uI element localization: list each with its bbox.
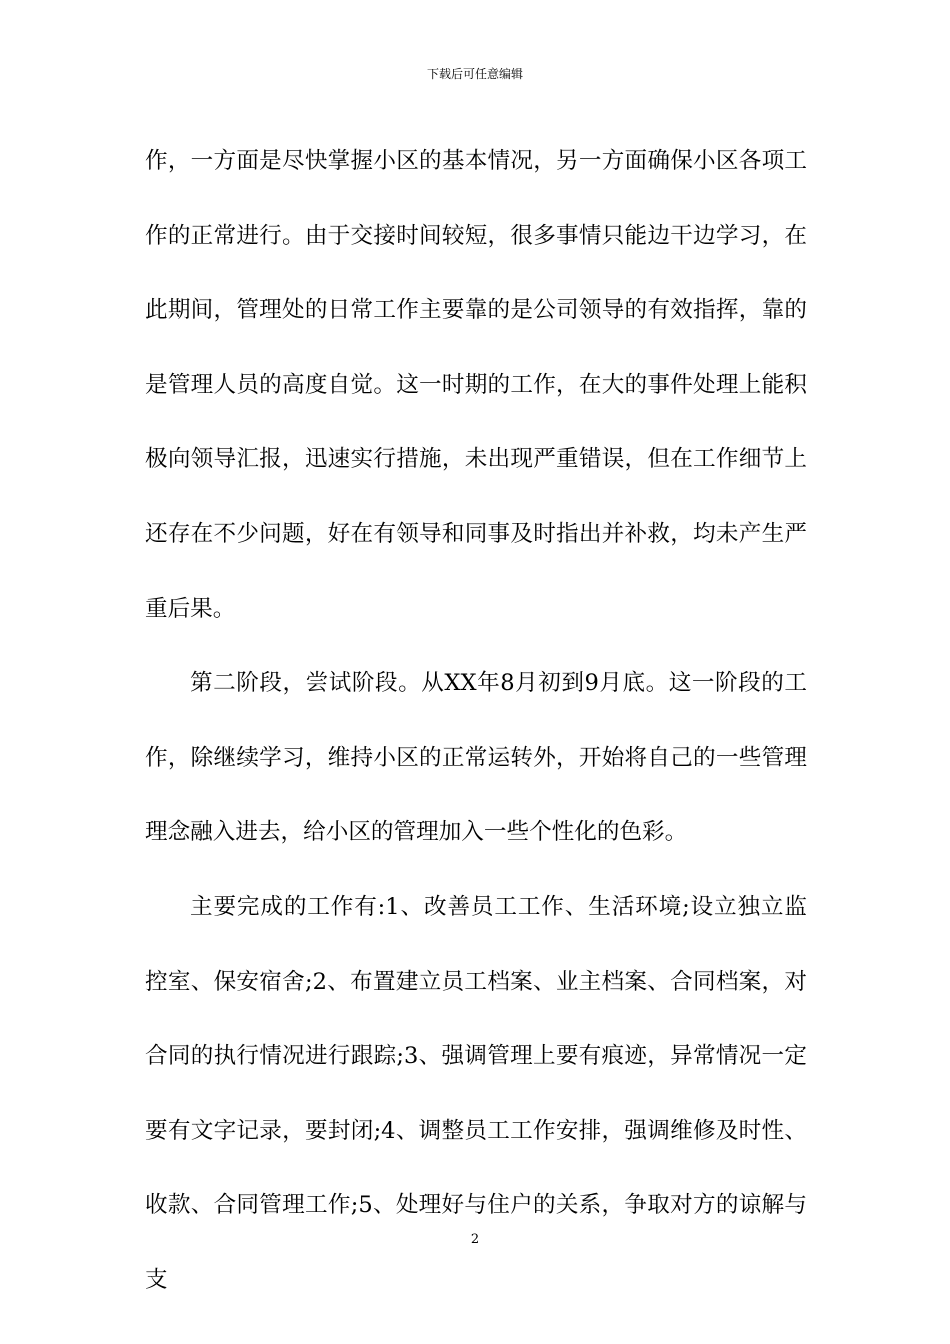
page-header: 下载后可任意编辑	[426, 67, 523, 81]
paragraph-main-tasks: 主要完成的工作有:1、改善员工工作、生活环境;设立独立监控室、保安宿舍;2、布置建立员工档案、业主档案、合同档案，对合同的执行情况进行跟踪;3、强调管理上要有痕迹，异常情况一定要有文字记录，要封闭;4、调整员工工作安排，强调维修及时性、收款、合同管理工作;5、处理好与住户的关系，争取对方的谅解与支	[145, 893, 807, 1293]
paragraph-stage-two: 第二阶段，尝试阶段。从XX年8月初到9月底。这一阶段的工作，除继续学习，维持小区的正常运转外，开始将自己的一些管理理念融入进去，给小区的管理加入一些个性化的色彩。	[145, 670, 807, 846]
page-number: 2	[470, 1232, 480, 1247]
document-body	[145, 124, 807, 1318]
paragraph-continuation: 作，一方面是尽快掌握小区的基本情况，另一方面确保小区各项工作的正常进行。由于交接时间较短，很多事情只能边干边学习，在此期间，管理处的日常工作主要靠的是公司领导的有效指挥，靠的是管理人员的高度自觉。这一时期的工作，在大的事件处理上能积极向领导汇报，迅速实行措施，未出现严重错误，但在工作细节上还存在不少问题，好在有领导和同事及时指出并补救，均未产生严重后果。	[145, 148, 807, 622]
